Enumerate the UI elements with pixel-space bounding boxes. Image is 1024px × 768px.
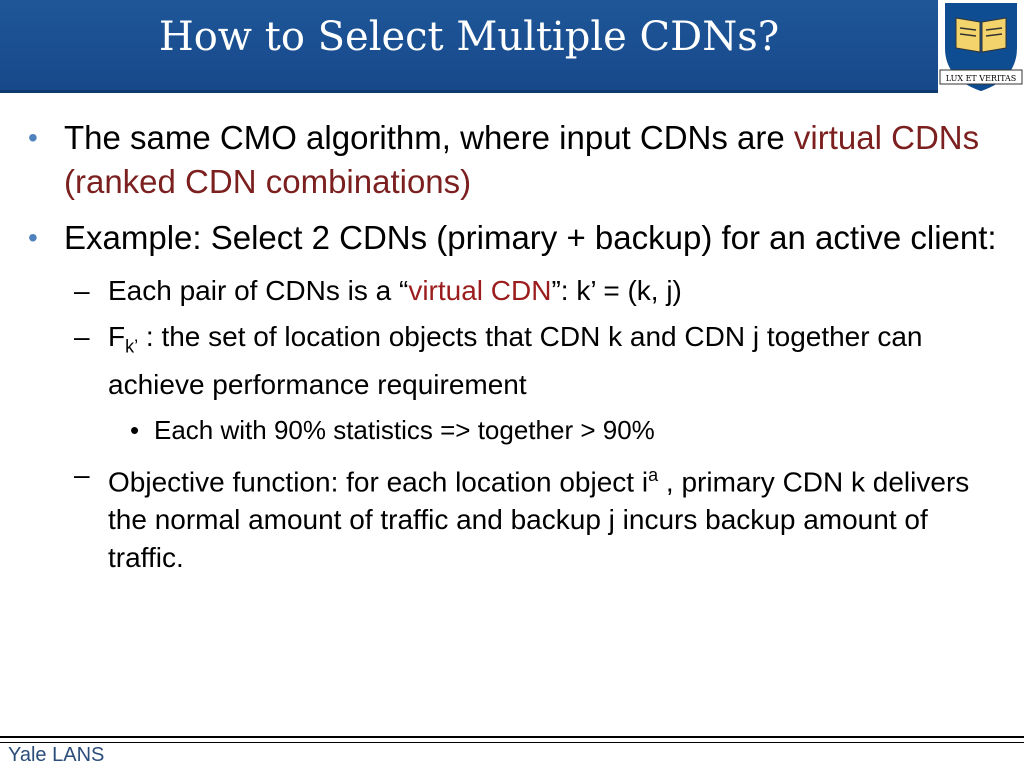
title-bar — [0, 0, 938, 93]
yale-logo — [938, 0, 1024, 93]
yale-shield-icon — [938, 0, 1024, 93]
sub-4-superscript: a — [648, 464, 659, 485]
bullet-dot-icon: • — [28, 222, 38, 253]
dash-icon: – — [74, 275, 90, 306]
sub-sub-bullet-1 — [28, 412, 1008, 448]
bullet-2-text: Example: Select 2 CDNs (primary + backup) for an active client: — [64, 219, 997, 256]
bullet-2 — [28, 216, 1008, 260]
footer-divider-thin — [0, 742, 1024, 743]
slide-title: How to Select Multiple CDNs? — [158, 14, 780, 60]
dash-icon: – — [74, 321, 90, 352]
sub-4-pre: Objective function: for each location object i — [108, 465, 649, 497]
bullet-1-red: virtual CDNs (ranked CDN combinations) — [64, 119, 980, 200]
sub-2-subscript: k’ — [125, 336, 139, 357]
sub-bullet-1 — [28, 272, 1008, 310]
bullet-1 — [28, 116, 1008, 204]
bullet-dot-icon: • — [130, 414, 140, 445]
sub-4-post: , primary CDN k delivers the normal amount of traffic and backup j incurs backup amount of traffic. — [108, 465, 970, 573]
dash-icon: – — [74, 458, 90, 490]
footer-divider — [0, 736, 1024, 738]
sub-2-symbol: F — [108, 321, 126, 352]
bullet-1-text: The same CMO algorithm, where input CDNs are — [64, 119, 785, 156]
sub-1-post: ”: k’ = (k, j) — [551, 275, 682, 306]
sub-1-pre: Each pair of CDNs is a “ — [108, 275, 409, 306]
sub-1-red: virtual CDN — [408, 275, 552, 306]
sub-bullet-3 — [28, 456, 1008, 577]
sub-3-text: Each with 90% statistics => together > 90% — [154, 414, 655, 445]
slide-content — [28, 116, 1008, 585]
sub-bullet-2 — [28, 318, 1008, 404]
footer-label: Yale LANS — [8, 744, 105, 766]
sub-2-text: : the set of location objects that CDN k and CDN j together can achieve performance requirement — [108, 321, 923, 400]
logo-motto: LUX ET VERITAS — [945, 74, 1017, 83]
bullet-dot-icon: • — [28, 122, 38, 153]
